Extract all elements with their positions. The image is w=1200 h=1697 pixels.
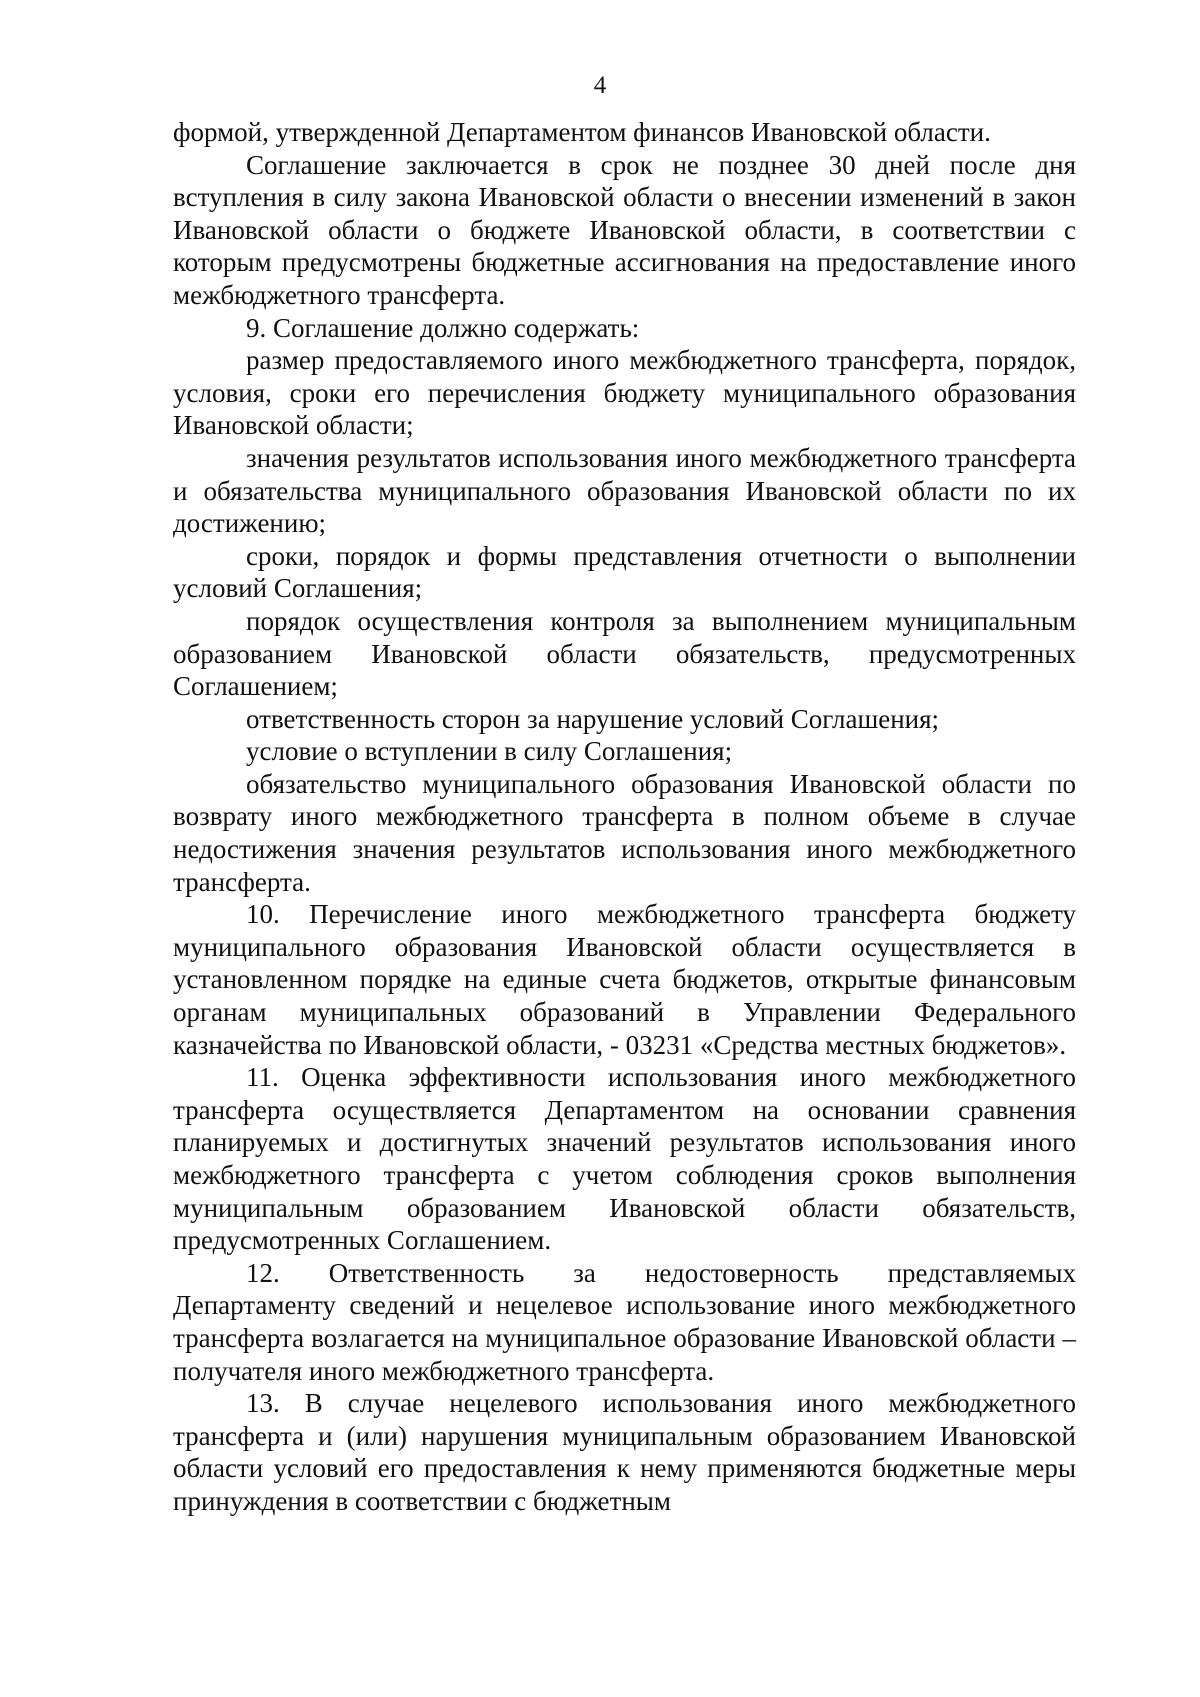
paragraph: обязательство муниципального образования Ивановской области по возврату иного межбюджетного трансферта в полном объеме в случае недостижения значения результатов использования иного межбюджетного трансферта. [173,768,1076,897]
paragraph: значения результатов использования иного межбюджетного трансферта и обязательства муниципального образования Ивановской области по их достижению; [173,442,1076,539]
paragraph: 11. Оценка эффективности использования иного межбюджетного трансферта осуществляется Департаментом на основании сравнения планируемых и достигнутых значений результатов использования иного межбюджетного трансферта с учетом соблюдения сроков выполнения муниципальным образованием Ивановской области обязательств, предусмотренных Соглашением. [173,1062,1076,1256]
paragraph: размер предоставляемого иного межбюджетного трансферта, порядок, условия, сроки его перечисления бюджету муниципального образования Ивановской области; [173,345,1076,441]
paragraph: формой, утвержденной Департаментом финансов Ивановской области. [173,117,991,147]
paragraph: 10. Перечисление иного межбюджетного трансферта бюджету муниципального образования Ивановской области осуществляется в установленном порядке на единые счета бюджетов, открытые финансовым органам муниципальных образований в Управлении Федерального казначейства по Ивановской области, - 03231 «Средства местных бюджетов». [173,899,1076,1060]
paragraph: 13. В случае нецелевого использования иного межбюджетного трансферта и (или) нарушения муниципальным образованием Ивановской области условий его предоставления к нему применяются бюджетные меры принуждения в соответствии с бюджетным [173,1388,1076,1516]
document-body [173,116,1076,1518]
paragraph: 9. Соглашение должно содержать: [246,312,640,343]
paragraph: Соглашение заключается в срок не позднее 30 дней после дня вступления в силу закона Ивановской области о внесении изменений в закон Ивановской области о бюджете Ивановской области, в соответствии с которым предусмотрены бюджетные ассигнования на предоставление иного межбюджетного трансферта. [173,149,1076,310]
paragraph: сроки, порядок и формы представления отчетности о выполнении условий Соглашения; [173,540,1076,604]
page-number: 4 [593,72,607,99]
paragraph: порядок осуществления контроля за выполнением муниципальным образованием Ивановской области обязательств, предусмотренных Соглашением; [173,605,1076,702]
paragraph: 12. Ответственность за недостоверность представляемых Департаменту сведений и нецелевое использование иного межбюджетного трансферта возлагается на муниципальное образование Ивановской области – получателя иного межбюджетного трансферта. [173,1257,1076,1386]
paragraph: ответственность сторон за нарушение условий Соглашения; [246,703,940,734]
paragraph: условие о вступлении в силу Соглашения; [246,736,733,767]
